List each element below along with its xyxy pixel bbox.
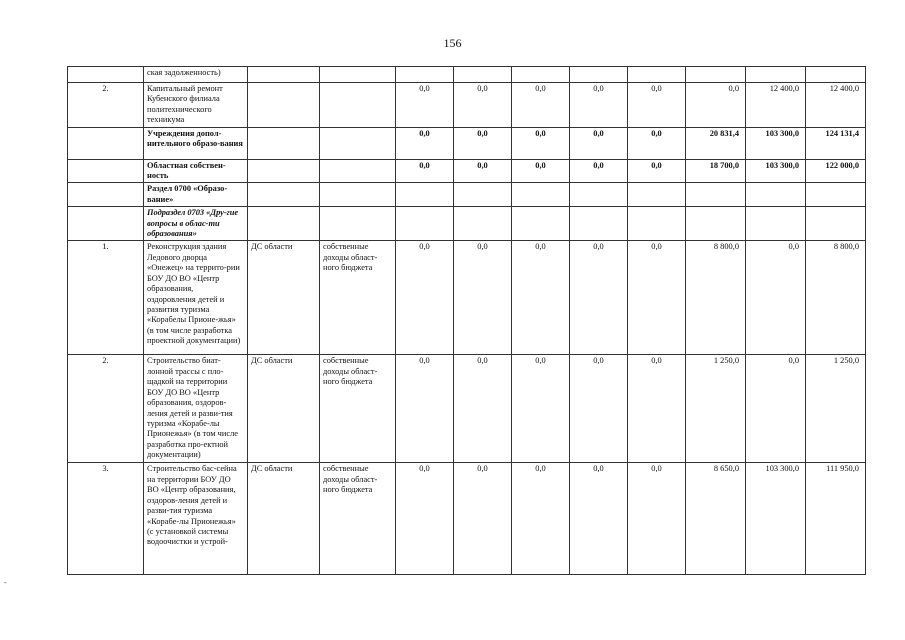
value-cell [512, 183, 570, 207]
value-cell: 0,0 [570, 355, 628, 463]
row-name: Раздел 0700 «Образо-вание» [144, 183, 248, 207]
page-number: 156 [443, 36, 462, 50]
value-cell: 0,0 [512, 355, 570, 463]
value-cell [628, 67, 686, 83]
row-number [68, 207, 144, 241]
value-cell: 0,0 [396, 355, 454, 463]
responsible-cell [248, 67, 320, 83]
value-cell: 0,0 [746, 355, 806, 463]
row-number: 3. [68, 463, 144, 575]
row-number [68, 127, 144, 159]
value-cell [454, 207, 512, 241]
value-cell: 12 400,0 [806, 83, 866, 128]
row-number: 2. [68, 355, 144, 463]
funding-source-cell [320, 83, 396, 128]
value-cell: 0,0 [570, 127, 628, 159]
value-cell: 0,0 [396, 159, 454, 183]
table-row [68, 83, 866, 128]
table-row [68, 67, 866, 83]
value-cell: 0,0 [454, 241, 512, 355]
value-cell: 0,0 [396, 241, 454, 355]
row-number [68, 67, 144, 83]
value-cell: 0,0 [628, 241, 686, 355]
budget-table [67, 66, 866, 575]
value-cell: 0,0 [628, 127, 686, 159]
value-cell: 103 300,0 [746, 463, 806, 575]
value-cell: 0,0 [686, 83, 746, 128]
value-cell: 0,0 [512, 463, 570, 575]
value-cell: 0,0 [512, 241, 570, 355]
value-cell: 124 131,4 [806, 127, 866, 159]
value-cell: 0,0 [454, 159, 512, 183]
value-cell: 0,0 [454, 83, 512, 128]
value-cell: 0,0 [628, 83, 686, 128]
value-cell [628, 207, 686, 241]
value-cell: 103 300,0 [746, 159, 806, 183]
funding-source-cell [320, 207, 396, 241]
value-cell [686, 67, 746, 83]
responsible-cell [248, 83, 320, 128]
value-cell: 0,0 [570, 159, 628, 183]
row-name: Строительство бас-сейна на территории БОУ ДО ВО «Центр образования, оздоров-ления детей и разви-тия туризма «Корабе-лы Прионежья» (с установкой системы водоочистки и устрой- [144, 463, 248, 575]
value-cell [628, 183, 686, 207]
row-name: Капитальный ремонт Кубенского филиала политехнического техникума [144, 83, 248, 128]
responsible-cell [248, 207, 320, 241]
value-cell [396, 183, 454, 207]
value-cell [396, 67, 454, 83]
value-cell [512, 207, 570, 241]
row-name: Подраздел 0703 «Дру-гие вопросы в облас-ти образования» [144, 207, 248, 241]
responsible-cell [248, 159, 320, 183]
row-number: 1. [68, 241, 144, 355]
value-cell: 0,0 [512, 83, 570, 128]
row-number [68, 183, 144, 207]
funding-source-cell [320, 67, 396, 83]
margin-mark: - [4, 578, 7, 587]
value-cell: 20 831,4 [686, 127, 746, 159]
value-cell [746, 67, 806, 83]
value-cell: 0,0 [628, 159, 686, 183]
value-cell: 8 650,0 [686, 463, 746, 575]
value-cell [570, 67, 628, 83]
value-cell: 0,0 [396, 463, 454, 575]
value-cell: 0,0 [512, 127, 570, 159]
table-row [68, 355, 866, 463]
value-cell: 0,0 [512, 159, 570, 183]
value-cell: 1 250,0 [806, 355, 866, 463]
value-cell [454, 183, 512, 207]
value-cell [454, 67, 512, 83]
row-name: Учреждения допол-нительного образо-вания [144, 127, 248, 159]
row-name: Реконструкция здания Ледового дворца «Онежец» на террито-рии БОУ ДО ВО «Центр образования, оздоровления детей и развития туризма «Корабелы Прионе-жья» (в том числе разработка проектной документации) [144, 241, 248, 355]
table-row [68, 207, 866, 241]
value-cell [806, 67, 866, 83]
value-cell: 0,0 [570, 83, 628, 128]
table-row [68, 463, 866, 575]
value-cell: 0,0 [746, 241, 806, 355]
value-cell [806, 183, 866, 207]
responsible-cell [248, 127, 320, 159]
value-cell: 0,0 [396, 127, 454, 159]
value-cell: 111 950,0 [806, 463, 866, 575]
funding-source-cell [320, 127, 396, 159]
value-cell: 18 700,0 [686, 159, 746, 183]
value-cell: 0,0 [570, 241, 628, 355]
value-cell: 12 400,0 [746, 83, 806, 128]
table-row [68, 183, 866, 207]
row-name: Областная собствен-ность [144, 159, 248, 183]
responsible-cell [248, 183, 320, 207]
value-cell [570, 207, 628, 241]
value-cell: 0,0 [454, 355, 512, 463]
table-row [68, 159, 866, 183]
value-cell: 0,0 [570, 463, 628, 575]
responsible-cell: ДС области [248, 355, 320, 463]
value-cell [806, 207, 866, 241]
value-cell: 122 000,0 [806, 159, 866, 183]
value-cell [512, 67, 570, 83]
row-name: Строительство биат-лонной трассы с пло-щадкой на территории БОУ ДО ВО «Центр образования, оздоров-ления детей и разви-тия туризма «Корабе-лы Прионежья» (в том числе разработка про-ектной документации) [144, 355, 248, 463]
responsible-cell: ДС области [248, 241, 320, 355]
value-cell [686, 207, 746, 241]
value-cell [570, 183, 628, 207]
funding-source-cell [320, 159, 396, 183]
value-cell: 8 800,0 [806, 241, 866, 355]
value-cell: 0,0 [396, 83, 454, 128]
value-cell: 0,0 [628, 355, 686, 463]
value-cell: 1 250,0 [686, 355, 746, 463]
row-number: 2. [68, 83, 144, 128]
row-number [68, 159, 144, 183]
table-row [68, 241, 866, 355]
responsible-cell: ДС области [248, 463, 320, 575]
value-cell [686, 183, 746, 207]
funding-source-cell [320, 183, 396, 207]
value-cell: 0,0 [628, 463, 686, 575]
value-cell [396, 207, 454, 241]
funding-source-cell: собственные доходы област-ного бюджета [320, 241, 396, 355]
table-row [68, 127, 866, 159]
funding-source-cell: собственные доходы област-ного бюджета [320, 355, 396, 463]
value-cell: 0,0 [454, 127, 512, 159]
row-name: ская задолженность) [144, 67, 248, 83]
value-cell [746, 183, 806, 207]
funding-source-cell: собственные доходы област-ного бюджета [320, 463, 396, 575]
value-cell: 0,0 [454, 463, 512, 575]
value-cell: 103 300,0 [746, 127, 806, 159]
value-cell [746, 207, 806, 241]
value-cell: 8 800,0 [686, 241, 746, 355]
